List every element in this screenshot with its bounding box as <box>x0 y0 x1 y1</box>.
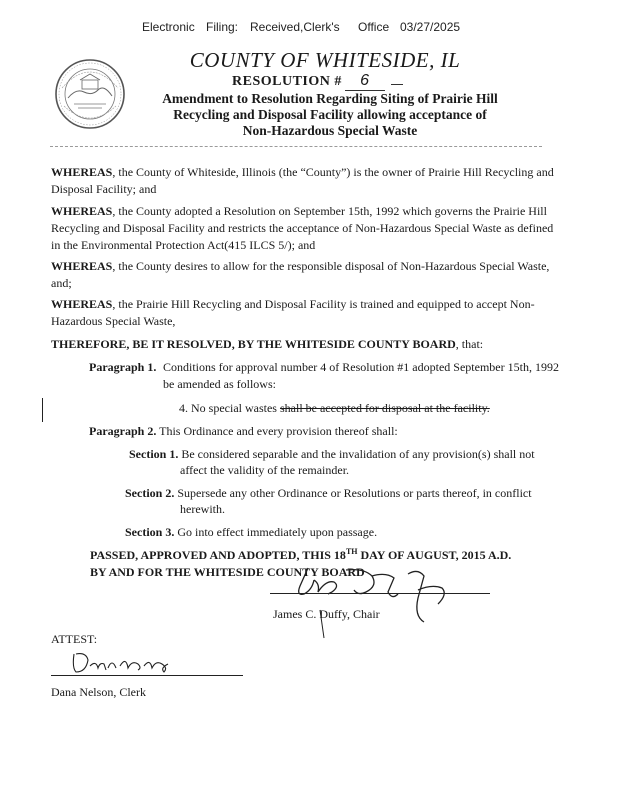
whereas-text: , the County adopted a Resolution on September 15th, 1992 which governs the Prairie Hill <box>112 204 547 218</box>
whereas-keyword: WHEREAS <box>51 259 113 273</box>
resolution-title-line-1: Amendment to Resolution Regarding Siting of Prairie Hill <box>162 91 498 106</box>
amended-condition-prefix: 4. No special wastes <box>179 401 277 415</box>
section-text: Be considered separable and the invalidation of any provision(s) shall not <box>181 447 535 461</box>
paragraph-2-label: Paragraph 2. <box>89 424 157 438</box>
section-label: Section 1. <box>129 447 179 461</box>
paragraph-1-line-1: Conditions for approval number 4 of Resolution #1 adopted September 15th, 1992 <box>163 360 559 374</box>
whereas-text: , the Prairie Hill Recycling and Disposal Facility is trained and equipped to accept Non- <box>112 297 535 311</box>
county-seal-icon <box>54 58 126 130</box>
section-label: Section 2. <box>125 486 175 500</box>
clerk-signature <box>68 646 188 676</box>
filing-electronic: Electronic <box>142 20 195 34</box>
whereas-clause-3 <box>51 258 571 292</box>
passed-line-1: PASSED, APPROVED AND ADOPTED, THIS 18TH DAY OF AUGUST, 2015 A.D. <box>90 547 512 562</box>
paragraph-2-text: This Ordinance and every provision thereof shall: <box>159 424 398 438</box>
section-1-line-2: affect the validity of the remainder. <box>180 463 350 477</box>
section-label: Section 3. <box>125 525 175 539</box>
whereas-clause-4 <box>51 296 571 330</box>
resolution-trailing-line <box>391 84 403 85</box>
passed-line-2: BY AND FOR THE WHITESIDE COUNTY BOARD <box>90 565 365 579</box>
filing-office: Office <box>358 20 390 34</box>
header-divider <box>50 146 542 147</box>
text-cursor <box>42 398 43 422</box>
chair-signature <box>268 560 468 640</box>
therefore-bold: THEREFORE, BE IT RESOLVED, BY THE WHITESIDE COUNTY BOARD <box>51 337 456 351</box>
whereas-text: , the County of Whiteside, Illinois (the “County”) is the owner of Prairie Hill Recycling and <box>112 165 554 179</box>
county-title: COUNTY OF WHITESIDE, IL <box>189 48 461 72</box>
whereas-text: and; <box>51 276 72 290</box>
whereas-text: in the Environmental Protection Act(415 ILCS 5/); and <box>51 238 316 252</box>
section-text: Supersede any other Ordinance or Resolutions or parts thereof, in conflict <box>177 486 532 500</box>
whereas-keyword: WHEREAS <box>51 165 113 179</box>
whereas-text: Disposal Facility; and <box>51 182 157 196</box>
attest-label: ATTEST: <box>51 632 98 646</box>
filing-label: Filing: <box>206 20 239 34</box>
filing-date: 03/27/2025 <box>400 20 461 34</box>
chair-name: James C. Duffy, Chair <box>273 607 380 621</box>
paragraph-2 <box>89 424 398 439</box>
clerk-name: Dana Nelson, Clerk <box>51 685 146 699</box>
amended-condition-4 <box>179 401 490 416</box>
resolution-number: 6 <box>345 72 385 91</box>
resolution-label: RESOLUTION # <box>232 74 342 89</box>
paragraph-1-line-2: be amended as follows: <box>163 377 276 391</box>
section-2 <box>125 486 532 501</box>
whereas-clause-1 <box>51 164 571 198</box>
section-text: Go into effect immediately upon passage. <box>177 525 378 539</box>
whereas-text: Hazardous Special Waste, <box>51 314 176 328</box>
chair-signature-line <box>270 593 490 594</box>
whereas-keyword: WHEREAS <box>51 297 113 311</box>
section-1 <box>129 447 535 462</box>
resolution-title-line-3: Non-Hazardous Special Waste <box>242 123 418 138</box>
therefore-clause <box>51 337 483 352</box>
whereas-text: Recycling and Disposal Facility and restricts the acceptance of Non-Hazardous Special Waste as defined <box>51 221 554 235</box>
resolution-title-line-2: Recycling and Disposal Facility allowing acceptance of <box>173 107 487 122</box>
paragraph-1-label: Paragraph 1. <box>89 360 157 374</box>
therefore-rest: , that: <box>455 337 484 351</box>
amended-condition-struck: shall be accepted for disposal at the facility. <box>279 401 490 415</box>
whereas-text: , the County desires to allow for the responsible disposal of Non-Hazardous Special Waste, <box>112 259 550 273</box>
filing-header <box>0 20 618 38</box>
whereas-keyword: WHEREAS <box>51 204 113 218</box>
section-2-line-2: herewith. <box>180 502 225 516</box>
whereas-clause-2 <box>51 203 571 254</box>
resolution-line <box>232 72 403 91</box>
clerk-signature-line <box>51 675 243 676</box>
filing-received: Received,Clerk's <box>250 20 340 34</box>
section-3 <box>125 525 377 540</box>
